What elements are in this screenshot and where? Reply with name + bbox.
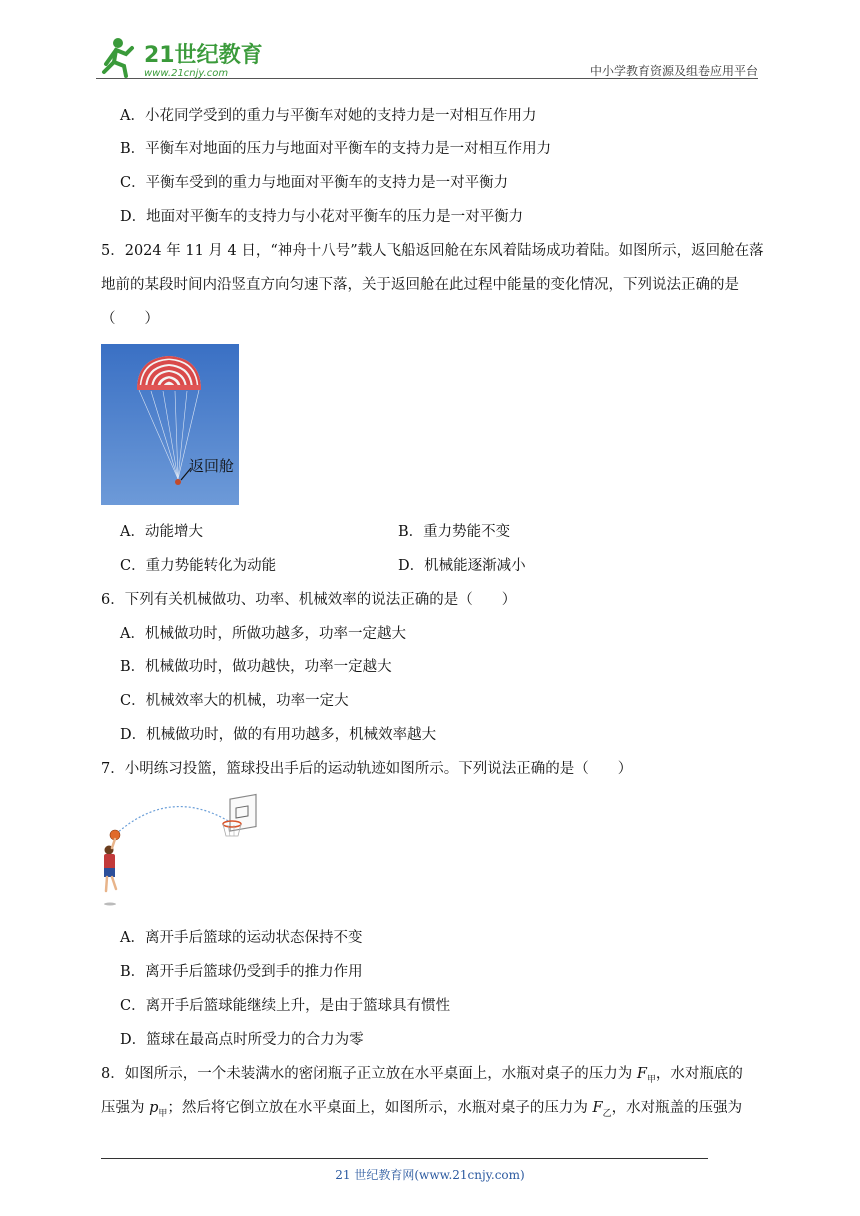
q4-option-b: B．平衡车对地面的压力与地面对平衡车的支持力是一对相互作用力: [120, 141, 552, 157]
footer-divider: [101, 1158, 708, 1159]
q5-option-d: D．机械能逐渐减小: [398, 558, 526, 574]
logo-url: www.21cnjy.com: [144, 68, 229, 79]
q8-stem-line2: 压强为 $p_甲$；然后将它倒立放在水平桌面上，如图所示，水瓶对桌子的压力为 $F_乙$，水对瓶盖的压强为: [101, 1100, 743, 1119]
runner-icon: [104, 38, 132, 76]
q7-option-b: B．离开手后篮球仍受到手的推力作用: [120, 964, 363, 980]
q6-option-b: B．机械做功时，做功越快，功率一定越大: [120, 659, 392, 675]
q4-option-d: D．地面对平衡车的支持力与小花对平衡车的压力是一对平衡力: [120, 209, 524, 225]
trajectory-icon: [116, 807, 230, 834]
capsule-label: 返回舱: [189, 457, 235, 475]
q7-option-c: C．离开手后篮球能继续上升，是由于篮球具有惯性: [120, 998, 451, 1014]
player-icon: [104, 839, 116, 906]
q5-option-c: C．重力势能转化为动能: [120, 558, 277, 574]
header-platform-text: 中小学教育资源及组卷应用平台: [589, 64, 758, 78]
q5-option-a: A．动能增大: [120, 524, 203, 540]
site-logo: [96, 34, 266, 80]
footer-source: 21 世纪教育网(www.21cnjy.com): [335, 1168, 525, 1182]
header-divider: [96, 78, 758, 79]
q6-option-d: D．机械做功时，做的有用功越多，机械效率越大: [120, 727, 437, 743]
q5-option-b: B．重力势能不变: [398, 524, 511, 540]
q6-option-a: A．机械做功时，所做功越多，功率一定越大: [120, 626, 406, 642]
q6-option-c: C．机械效率大的机械，功率一定大: [120, 693, 349, 709]
basketball-hoop-icon: [223, 794, 256, 836]
q7-stem: 7．小明练习投篮，篮球投出手后的运动轨迹如图所示。下列说法正确的是（ ）: [101, 761, 633, 777]
q5-stem-line2: 地前的某段时间内沿竖直方向匀速下落，关于返回舱在此过程中能量的变化情况，下列说法正确的是: [101, 277, 739, 293]
capsule-icon: [175, 479, 181, 485]
basketball-shot-image: [100, 792, 262, 912]
q7-option-d: D．篮球在最高点时所受力的合力为零: [120, 1032, 364, 1048]
parachute-capsule-image: [101, 344, 239, 505]
q4-option-a: A．小花同学受到的重力与平衡车对她的支持力是一对相互作用力: [120, 108, 537, 124]
q5-stem-line1: 5．2024 年 11 月 4 日，“神舟十八号”载人飞船返回舱在东风着陆场成功着陆。如图所示，返回舱在落: [101, 243, 764, 259]
q5-answer-blank: （ ）: [101, 311, 159, 327]
logo-title: 21世纪教育: [144, 43, 263, 68]
q6-stem: 6．下列有关机械做功、功率、机械效率的说法正确的是（ ）: [101, 592, 517, 608]
q7-option-a: A．离开手后篮球的运动状态保持不变: [120, 930, 363, 946]
q4-option-c: C．平衡车受到的重力与地面对平衡车的支持力是一对平衡力: [120, 175, 509, 191]
q8-stem-line1: 8．如图所示，一个未装满水的密闭瓶子正立放在水平桌面上，水瓶对桌子的压力为 $F_甲$，水对瓶底的: [101, 1066, 743, 1085]
